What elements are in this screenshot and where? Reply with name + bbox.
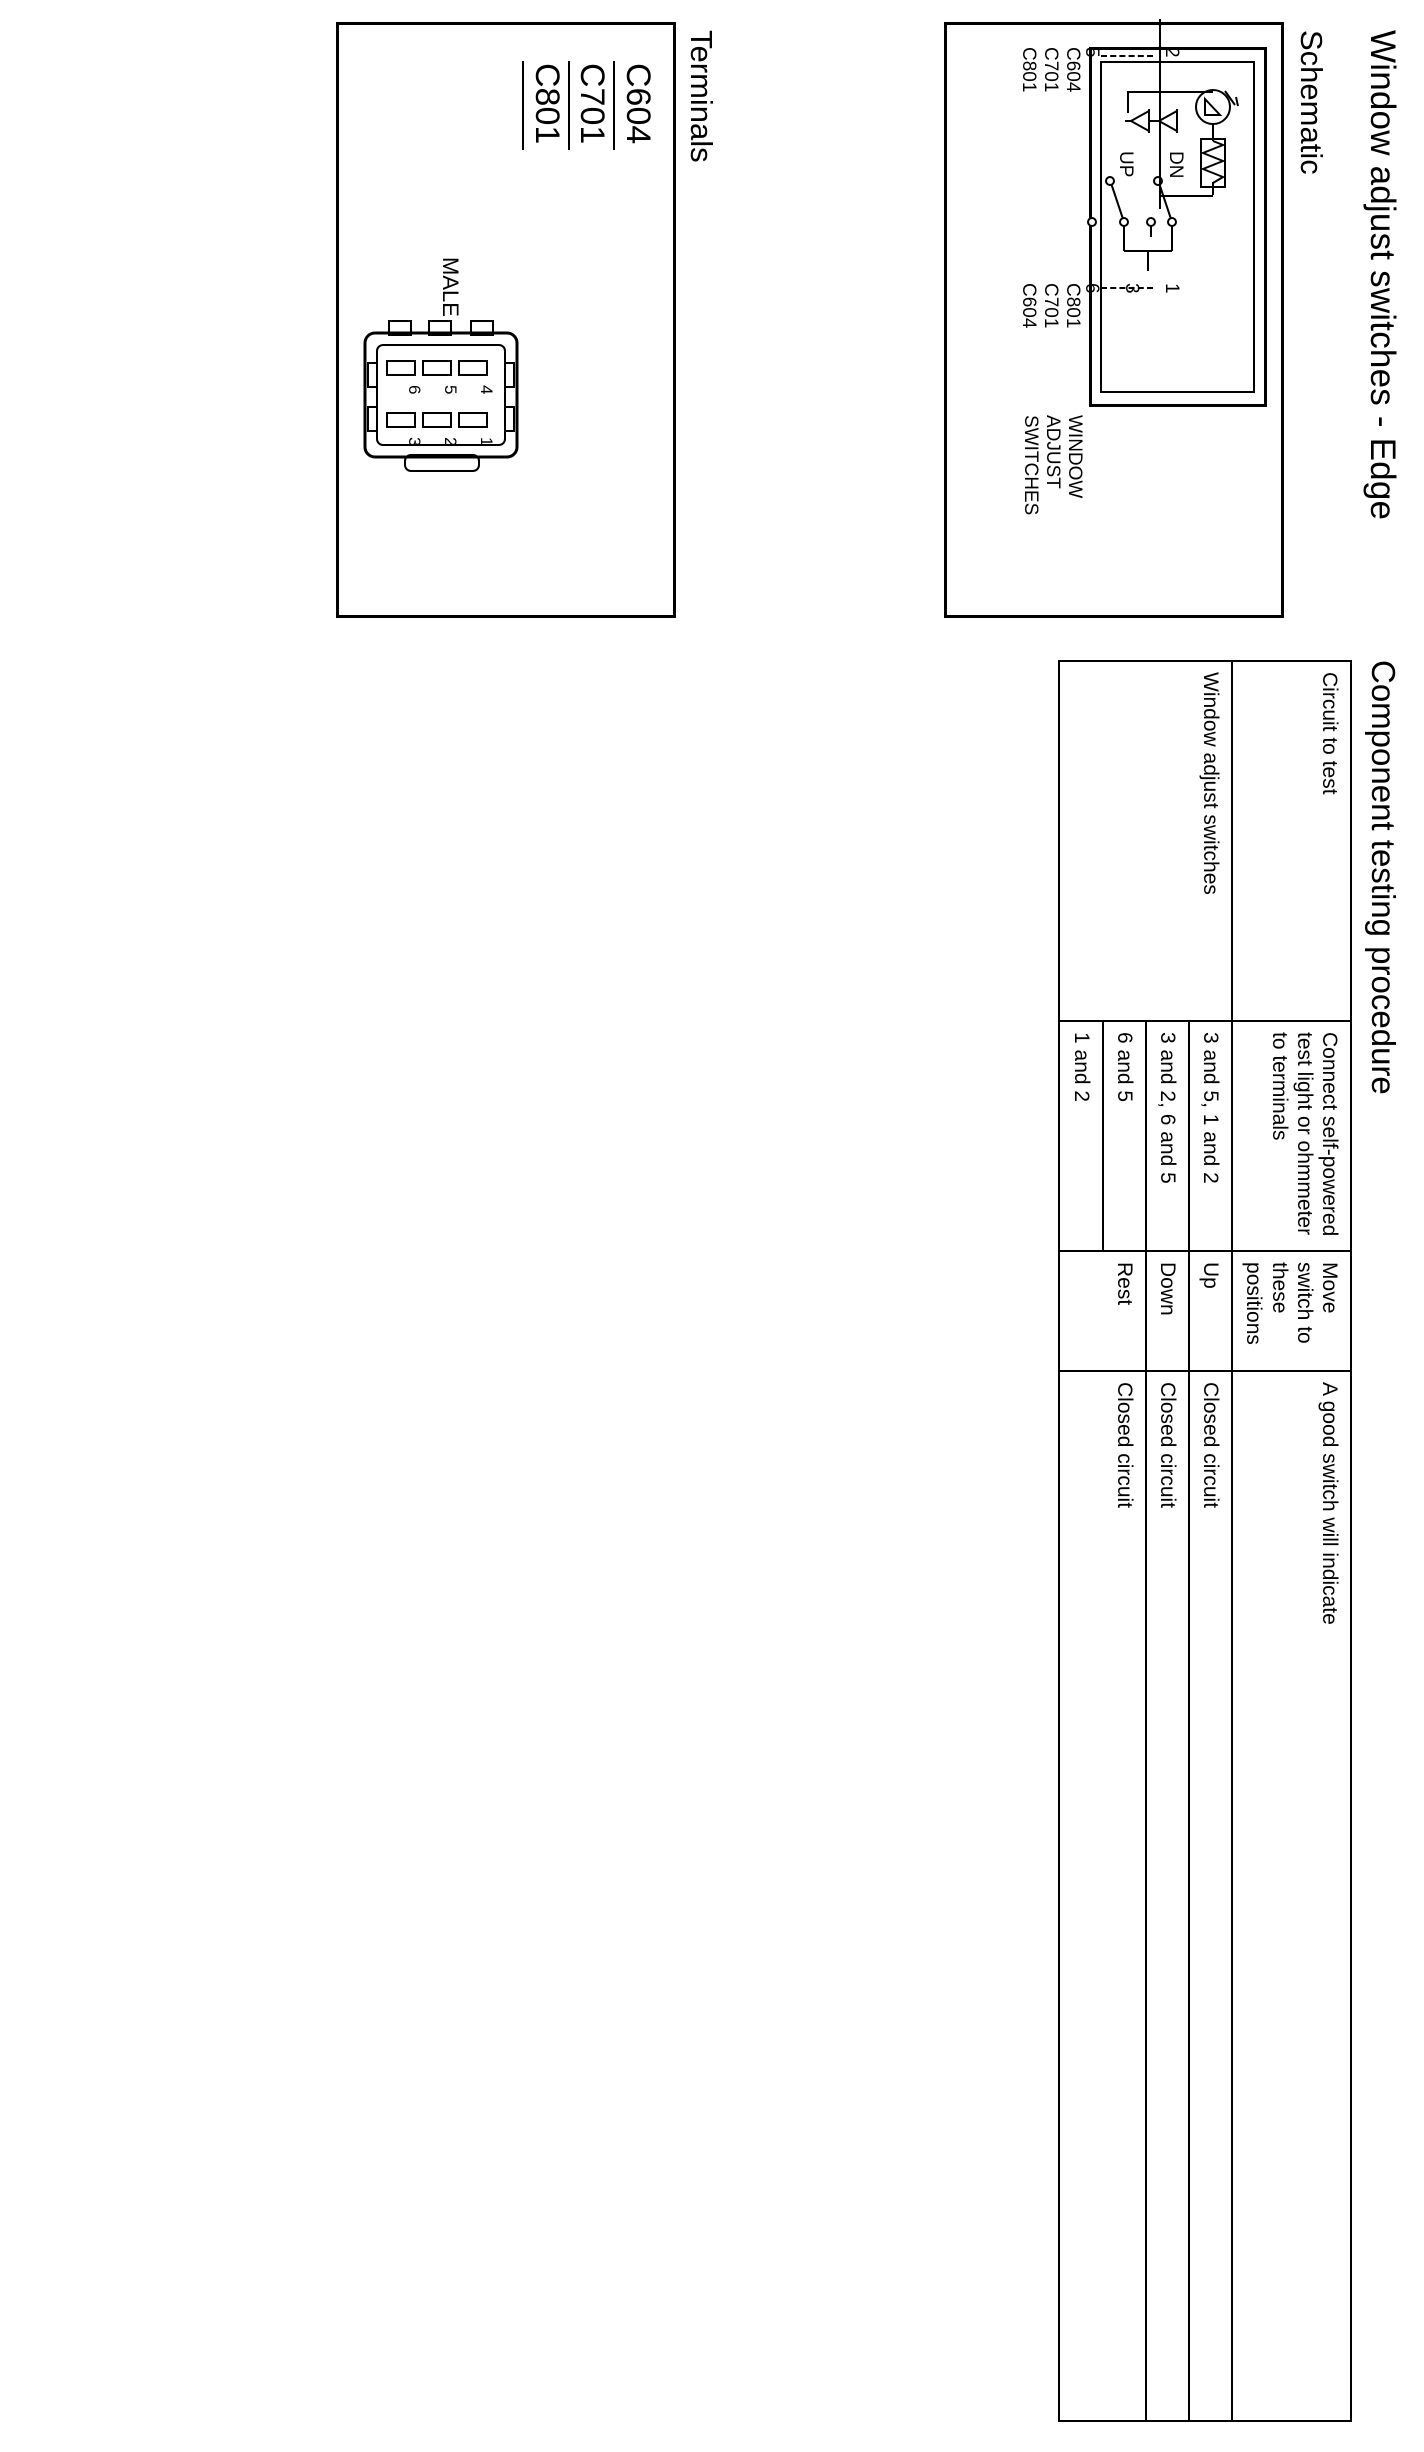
block-label-line-1: ADJUST <box>1042 415 1064 489</box>
connector-codes-right <box>1017 283 1083 328</box>
terminals-section-label: Terminals <box>684 30 719 163</box>
pin-number-left-top: 2 <box>1161 47 1182 58</box>
terminal-code-2: C801 <box>523 61 569 150</box>
cell-terminals-2: 6 and 5 <box>1103 1021 1146 1251</box>
pin-number-right-mid: 3 <box>1121 283 1142 294</box>
connector-codes-left <box>1017 47 1083 92</box>
connector-pin-5: 5 <box>441 385 460 395</box>
connector-pin-1: 1 <box>477 437 496 447</box>
connector-pin-3: 3 <box>405 437 424 447</box>
block-label <box>1019 415 1085 515</box>
connector-code-right-0: C801 <box>1062 283 1083 329</box>
cell-position-1: Down <box>1146 1251 1189 1371</box>
connector-pin-6: 6 <box>405 385 424 395</box>
connector-pin-4: 4 <box>477 385 496 395</box>
connector-code-left-0: C604 <box>1062 47 1083 93</box>
cell-position-2: Rest <box>1060 1251 1146 1371</box>
table-row <box>1189 661 1232 2421</box>
pin-number-right-bottom: 6 <box>1081 283 1102 294</box>
connector-dash-left <box>1101 55 1153 57</box>
cell-terminals-1: 3 and 2, 6 and 5 <box>1146 1021 1189 1251</box>
diode-symbols <box>1093 103 1183 163</box>
terminal-code-0: C604 <box>614 61 660 150</box>
header-move: Move switch to these positions <box>1232 1251 1351 1371</box>
schematic-section-label: Schematic <box>1294 30 1329 175</box>
page-title: Window adjust switches - Edge <box>1363 30 1402 521</box>
terminal-code-1: C701 <box>568 61 614 150</box>
pin-number-right-top: 1 <box>1161 283 1182 294</box>
cell-result-2: Closed circuit <box>1060 1371 1146 2421</box>
switch-label-up: UP <box>1115 151 1136 178</box>
terminal-codes-list <box>523 61 660 150</box>
cell-position-0: Up <box>1189 1251 1232 1371</box>
cell-terminals-3: 1 and 2 <box>1060 1021 1103 1251</box>
switch-label-dn: DN <box>1165 151 1186 179</box>
cell-terminals-0: 3 and 5, 1 and 2 <box>1189 1021 1232 1251</box>
header-indicate: A good switch will indicate <box>1232 1371 1351 2421</box>
block-label-line-0: WINDOW <box>1064 415 1085 499</box>
block-label-line-2: SWITCHES <box>1020 415 1042 516</box>
connector-code-right-2: C604 <box>1018 283 1040 329</box>
component-testing-table <box>1059 660 1353 2422</box>
schematic-panel <box>944 22 1284 618</box>
procedure-title: Component testing procedure <box>1365 660 1402 1095</box>
connector-type-label: MALE <box>438 257 463 317</box>
connector-code-left-2: C801 <box>1018 47 1040 93</box>
header-circuit-to-test: Circuit to test <box>1232 661 1351 1021</box>
cell-result-1: Closed circuit <box>1146 1371 1189 2421</box>
connector-pin-2: 2 <box>441 437 460 447</box>
connector-code-right-1: C701 <box>1040 283 1062 329</box>
switch-contacts <box>1069 175 1189 325</box>
connector-drawing <box>353 315 523 495</box>
cell-component-name: Window adjust switches <box>1060 661 1233 1021</box>
cell-result-0: Closed circuit <box>1189 1371 1232 2421</box>
pin-number-left-bottom: 5 <box>1081 47 1102 58</box>
header-connect: Connect self-powered test light or ohmmeter to terminals <box>1232 1021 1351 1251</box>
connector-code-left-1: C701 <box>1040 47 1062 93</box>
table-row-header <box>1232 661 1351 2421</box>
terminals-panel <box>336 22 676 618</box>
motor-left-wire <box>1128 91 1213 93</box>
